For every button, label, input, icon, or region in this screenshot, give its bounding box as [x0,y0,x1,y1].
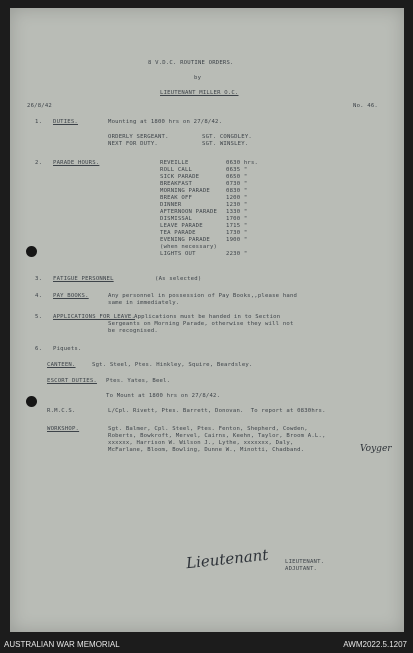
punch-hole [26,246,37,257]
duty-label: NEXT FOR DUTY. [108,141,158,147]
item-heading-duties: DUTIES. [53,119,78,125]
workshop-line: McFarlane, Bloom, Bowling, Dunne W., Minotti, Chadband. [108,447,305,453]
mount-line: To Mount at 1800 hrs on 27/8/42. [106,393,221,399]
item-number: 6. [35,346,43,352]
item-number: 5. [35,314,43,320]
canteen-text: Sgt. Steel, Ptes. Hinkley, Squire, Beardsley. [92,362,253,368]
parade-event: SICK PARADE [160,174,200,180]
item-text: (As selected) [155,276,202,282]
parade-event: REVEILLE [160,160,189,166]
signature-handwritten: Lieutenant [185,545,270,573]
officer-name: LIEUTENANT MILLER O.C. [160,90,239,96]
item-heading-parade-hours: PARADE HOURS. [53,160,100,166]
parade-time: 0630 hrs. [226,160,259,166]
parade-event: BREAKFAST [160,181,193,187]
parade-time: 1330 " [226,209,248,215]
item-text: Applications must be handed in to Section [134,314,281,320]
parade-time: 1700 " [226,216,248,222]
parade-event: BREAK OFF [160,195,193,201]
parade-event: (when necessary) [160,244,218,250]
punch-hole [26,396,37,407]
parade-time: 1900 " [226,237,248,243]
order-number: No. 46. [353,103,378,109]
parade-event: TEA PARADE [160,230,196,236]
item-heading-piquets: Piquets. [53,346,82,352]
parade-event: MORNING PARADE [160,188,210,194]
item-number: 3. [35,276,43,282]
item-text: same in immediately. [108,300,180,306]
parade-event: EVENING PARADE [160,237,210,243]
parade-time: 1730 " [226,230,248,236]
parade-time: 1200 " [226,195,248,201]
item-number: 4. [35,293,43,299]
escort-label: ESCORT DUTIES. [47,378,97,384]
rmcs-label: R.M.C.S. [47,408,76,414]
parade-event: DISMISSAL [160,216,193,222]
rmcs-text: L/Cpl. Rivett, Ptes. Barrett, Donovan. To report at 0830hrs. [108,408,326,414]
workshop-line: Roberts, Bowkroft, Mervel, Cairns, Keehn, Taylor, Broom A.L., [108,433,326,439]
footer-institution: AUSTRALIAN WAR MEMORIAL [4,640,120,649]
duty-value: SGT. WINSLEY. [202,141,249,147]
item-number: 2. [35,160,43,166]
parade-time: 0730 " [226,181,248,187]
item-text: Any personnel in possession of Pay Books,,please hand [108,293,298,299]
parade-time: 1230 " [226,202,248,208]
document-title: 8 V.D.C. ROUTINE ORDERS. [148,60,234,66]
parade-event: LIGHTS OUT [160,251,196,257]
escort-text: Ptes. Yates, Beel. [106,378,171,384]
parade-time: 0635 " [226,167,248,173]
item-number: 1. [35,119,43,125]
parade-event: LEAVE PARADE [160,223,203,229]
order-date: 26/8/42 [27,103,52,109]
document-page [10,8,404,632]
item-text: Mounting at 1800 hrs on 27/8/42. [108,119,223,125]
item-text: Sergeants on Morning Parade, otherwise they will not [108,321,294,327]
parade-event: DINNER [160,202,182,208]
item-text: be recognised. [108,328,158,334]
item-heading-fatigue: FATIGUE PERSONNEL [53,276,114,282]
item-heading-leave: APPLICATIONS FOR LEAVE. [53,314,136,320]
workshop-line: xxxxxx, Harrison W. Wilson J., Lythe, xxxxxxx, Daly, [108,440,294,446]
parade-time: 0650 " [226,174,248,180]
parade-time: 2230 " [226,251,248,257]
duty-label: ORDERLY SERGEANT. [108,134,169,140]
initials-handwritten: Voyger [360,444,392,454]
workshop-label: WORKSHOP. [47,426,80,432]
duty-value: SGT. CONGDLEY. [202,134,252,140]
parade-time: 0830 " [226,188,248,194]
parade-event: ROLL CALL [160,167,193,173]
parade-time: 1715 " [226,223,248,229]
footer-accession-number: AWM2022.5.1207 [343,640,407,649]
workshop-line: Sgt. Balmer, Cpl. Steel, Ptes. Fenton, Shepherd, Cowden, [108,426,308,432]
signatory-role: ADJUTANT. [285,566,318,572]
signatory-rank: LIEUTENANT. [285,559,325,565]
by-line: by [194,75,202,81]
parade-event: AFTERNOON PARADE [160,209,218,215]
item-heading-pay-books: PAY BOOKS. [53,293,89,299]
canteen-label: CANTEEN. [47,362,76,368]
